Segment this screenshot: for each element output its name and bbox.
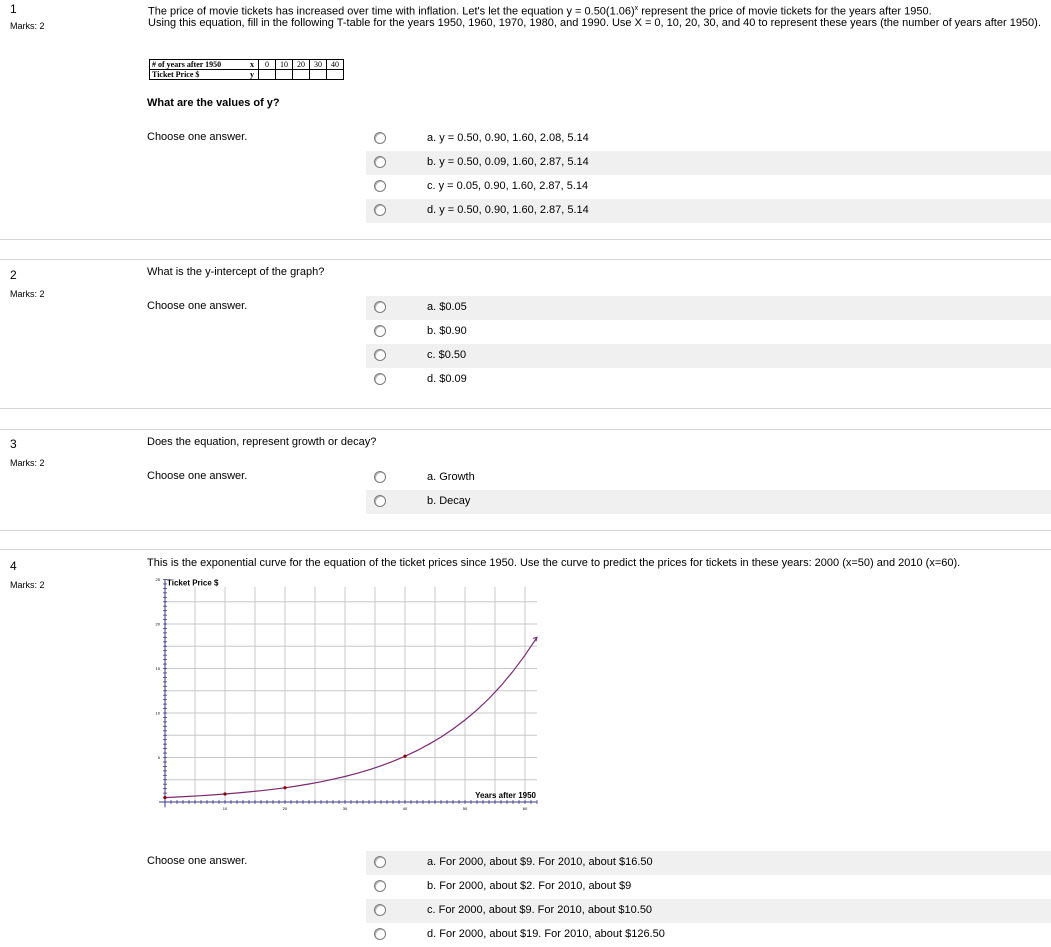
x-tick-label: 10 (222, 806, 228, 811)
option-row[interactable] (366, 151, 1051, 175)
t-table (149, 59, 344, 80)
radio-button[interactable] (374, 180, 386, 192)
radio-button[interactable] (374, 301, 386, 313)
x-tick-label: 20 (282, 806, 288, 811)
t-table-row-label: Ticket Price $ (150, 70, 247, 80)
y-tick-label: 5 (157, 755, 160, 760)
t-table-cell: 20 (293, 60, 310, 70)
option-row[interactable] (366, 175, 1051, 199)
t-table-var: x (246, 60, 259, 70)
option-row[interactable] (366, 875, 1051, 899)
marks-label: Marks: 2 (10, 289, 45, 299)
option-label[interactable]: b. y = 0.50, 0.09, 1.60, 2.87, 5.14 (427, 156, 589, 168)
option-label[interactable]: a. Growth (427, 471, 475, 483)
y-tick-label: 20 (155, 621, 160, 627)
t-table-cell (293, 70, 310, 80)
t-table-cell (259, 70, 276, 80)
data-point (223, 792, 226, 795)
option-label[interactable]: c. $0.50 (427, 349, 467, 361)
question-text: This is the exponential curve for the equation of the ticket prices since 1950. Use the curve to predict the prices for tickets in these years: 2000 (x=50) and 2010 (x=60). (147, 557, 961, 569)
y-axis-label: Ticket Price $ (167, 578, 219, 588)
exponential-curve (165, 637, 537, 797)
question-separator (0, 530, 1051, 531)
option-row[interactable] (366, 296, 1051, 320)
t-table-cell: 30 (310, 60, 327, 70)
y-tick-label: 25 (155, 577, 160, 582)
question-number: 3 (10, 437, 17, 451)
radio-button[interactable] (374, 928, 386, 940)
data-point (403, 755, 406, 758)
option-row[interactable] (366, 344, 1051, 368)
question-separator (0, 408, 1051, 409)
radio-button[interactable] (374, 373, 386, 385)
question-separator (0, 429, 1051, 430)
option-row[interactable] (366, 490, 1051, 514)
question-number: 1 (10, 2, 17, 16)
radio-button[interactable] (374, 495, 386, 507)
x-tick-label: 50 (462, 806, 468, 811)
option-label[interactable]: b. For 2000, about $2. For 2010, about $9 (427, 880, 632, 892)
question-number: 4 (10, 559, 17, 573)
option-row[interactable] (366, 368, 1051, 392)
option-row[interactable] (366, 466, 1051, 490)
radio-button[interactable] (374, 856, 386, 868)
t-table-var: y (246, 70, 259, 80)
option-label[interactable]: a. $0.05 (427, 301, 467, 313)
choose-one-label: Choose one answer. (147, 300, 248, 312)
option-label[interactable]: a. y = 0.50, 0.90, 1.60, 2.08, 5.14 (427, 132, 589, 144)
question-separator (0, 239, 1051, 240)
radio-button[interactable] (374, 204, 386, 216)
marks-label: Marks: 2 (10, 21, 45, 31)
radio-button[interactable] (374, 156, 386, 168)
question-text-part: The price of movie tickets has increased over time with inflation. Let's let the equation y = 0.50(1.06) (148, 5, 635, 18)
option-label[interactable]: d. $0.09 (427, 373, 467, 385)
t-table-cell (310, 70, 327, 80)
x-tick-label: 30 (342, 806, 348, 811)
x-tick-label: 60 (522, 806, 528, 811)
question-text-line2: Using this equation, fill in the following T-table for the years 1950, 1960, 1970, 1980, and 1990. Use X = 0, 10, 20, 30, and 40 to represent these years (the number of years after 1950). (148, 17, 1041, 29)
question-text: What is the y-intercept of the graph? (147, 266, 325, 278)
question-separator (0, 549, 1051, 550)
radio-button[interactable] (374, 471, 386, 483)
choose-one-label: Choose one answer. (147, 131, 248, 143)
t-table-row-label: # of years after 1950 (150, 60, 247, 70)
option-row[interactable] (366, 199, 1051, 223)
radio-button[interactable] (374, 880, 386, 892)
radio-button[interactable] (374, 349, 386, 361)
option-label[interactable]: d. y = 0.50, 0.90, 1.60, 2.87, 5.14 (427, 204, 589, 216)
option-row[interactable] (366, 899, 1051, 923)
option-label[interactable]: a. For 2000, about $9. For 2010, about $16.50 (427, 856, 653, 868)
t-table-cell (276, 70, 293, 80)
option-row[interactable] (366, 923, 1051, 947)
t-table-cell: 10 (276, 60, 293, 70)
option-label[interactable]: c. For 2000, about $9. For 2010, about $10.50 (427, 904, 653, 916)
option-label[interactable]: c. y = 0.05, 0.90, 1.60, 2.87, 5.14 (427, 180, 589, 192)
data-point (283, 786, 286, 789)
radio-button[interactable] (374, 904, 386, 916)
marks-label: Marks: 2 (10, 580, 45, 590)
question-separator (0, 259, 1051, 260)
marks-label: Marks: 2 (10, 458, 45, 468)
subquestion-text: What are the values of y? (147, 97, 280, 109)
exponent: x (634, 5, 639, 12)
question-number: 2 (10, 268, 17, 282)
data-point (163, 796, 166, 799)
question-text-part: represent the price of movie tickets for the years after 1950. (638, 5, 932, 18)
question-text: Does the equation, represent growth or decay? (147, 436, 377, 448)
y-tick-label: 15 (155, 666, 160, 671)
option-row[interactable] (366, 127, 1051, 151)
option-label[interactable]: b. Decay (427, 495, 471, 507)
radio-button[interactable] (374, 132, 386, 144)
y-tick-label: 10 (155, 710, 160, 716)
option-label[interactable]: d. For 2000, about $19. For 2010, about $126.50 (427, 928, 665, 940)
option-label[interactable]: b. $0.90 (427, 325, 467, 337)
option-row[interactable] (366, 320, 1051, 344)
t-table-cell: 40 (327, 60, 344, 70)
exponential-chart (147, 571, 539, 825)
radio-button[interactable] (374, 325, 386, 337)
choose-one-label: Choose one answer. (147, 470, 248, 482)
t-table-cell: 0 (259, 60, 276, 70)
x-axis-label: Years after 1950 (475, 791, 536, 800)
x-tick-label: 40 (402, 806, 408, 811)
t-table-cell (327, 70, 344, 80)
option-row[interactable] (366, 851, 1051, 875)
choose-one-label: Choose one answer. (147, 855, 248, 867)
